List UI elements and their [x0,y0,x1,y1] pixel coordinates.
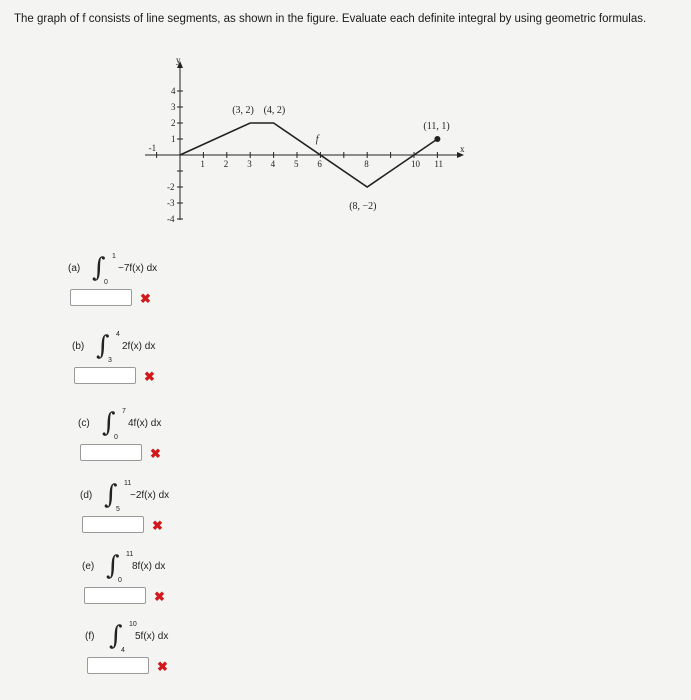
part-letter: (a) [68,263,81,274]
problem-prompt: The graph of f consists of line segments, as shown in the figure. Evaluate each definite integral by using geometric formulas. [14,13,647,25]
x-tick-label: 4 [270,159,276,169]
incorrect-x-icon: ✖ [140,291,151,306]
point-label: (3, 2) [232,105,254,116]
lower-limit: 0 [118,577,122,584]
upper-limit: 11 [126,551,134,558]
answer-input[interactable] [70,289,132,306]
answer-input[interactable] [80,444,142,461]
lower-limit: 3 [108,357,112,364]
integral-sign: ∫ [109,621,123,651]
y-axis-label: y [176,55,181,65]
y-tick-label: -3 [167,198,175,208]
upper-limit: 1 [112,253,116,260]
point-label: (8, −2) [349,201,377,212]
x-tick-label: 5 [294,159,299,169]
x-tick-label: -1 [148,143,157,153]
x-tick-label: 11 [434,159,444,169]
integral-sign: ∫ [106,551,120,581]
integrand: 8f(x) dx [132,561,166,572]
lower-limit: 0 [104,279,108,286]
incorrect-x-icon: ✖ [154,589,165,604]
part-letter: (b) [72,341,85,352]
y-tick-label: -2 [167,182,175,192]
x-tick-label: 8 [364,159,369,169]
answer-input[interactable] [87,657,149,674]
integral-sign: ∫ [104,480,118,510]
integrand: 4f(x) dx [128,418,162,429]
integral-sign: ∫ [96,331,110,361]
y-tick-label: 2 [171,118,176,128]
incorrect-x-icon: ✖ [157,659,168,674]
answer-input[interactable] [82,516,144,533]
lower-limit: 0 [114,434,118,441]
upper-limit: 4 [116,331,120,338]
part-letter: (f) [85,631,95,642]
y-tick-label: -4 [167,214,175,224]
answer-input[interactable] [74,367,136,384]
upper-limit: 11 [124,480,132,487]
x-tick-label: 1 [200,159,205,169]
upper-limit: 10 [129,621,137,628]
x-tick-label: 6 [317,159,322,169]
integrand: 5f(x) dx [135,631,169,642]
integral-sign: ∫ [92,253,106,283]
x-axis-label: x [460,144,465,154]
incorrect-x-icon: ✖ [150,446,161,461]
function-label: f [315,134,319,146]
part-letter: (c) [78,418,90,429]
y-tick-label: 3 [171,102,176,112]
incorrect-x-icon: ✖ [144,369,155,384]
x-tick-label: 10 [411,159,420,169]
point-label: (4, 2) [263,105,286,116]
x-tick-label: 3 [247,159,252,169]
answer-input[interactable] [84,587,146,604]
x-axis [145,144,465,158]
function-graph [130,55,490,230]
incorrect-x-icon: ✖ [152,518,163,533]
y-axis [176,55,183,220]
y-tick-label: 4 [171,86,176,96]
integrand: 2f(x) dx [122,341,156,352]
lower-limit: 5 [116,506,120,513]
lower-limit: 4 [121,647,125,654]
integral-sign: ∫ [102,408,116,438]
part-letter: (d) [80,490,93,501]
integrand: −7f(x) dx [118,263,158,274]
integrand: −2f(x) dx [130,490,170,501]
point-label: (11, 1) [423,121,450,132]
endpoint-dot [434,136,440,142]
part-letter: (e) [82,561,95,572]
y-tick-label: 1 [171,134,176,144]
x-tick-label: 2 [223,159,229,169]
upper-limit: 7 [122,408,126,415]
